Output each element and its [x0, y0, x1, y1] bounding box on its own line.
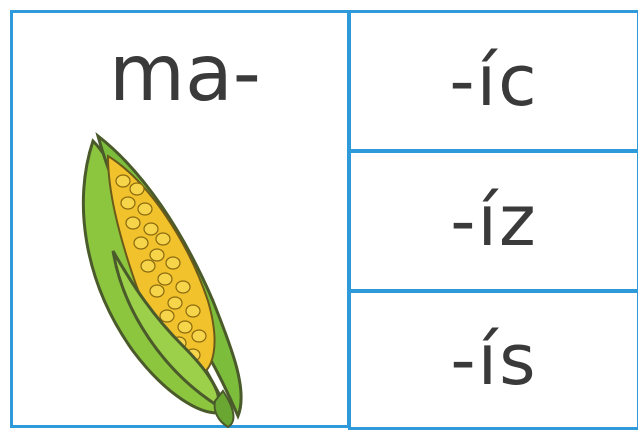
suffix-text: -íz	[450, 180, 538, 262]
suffix-text: -íc	[449, 40, 539, 122]
word-start-cell	[10, 10, 350, 428]
syllable-text: ma-	[109, 29, 261, 119]
suffix-cell-3[interactable]	[348, 290, 638, 430]
suffix-text: -ís	[450, 319, 538, 401]
suffix-cell-2[interactable]	[348, 150, 638, 292]
suffix-cell-1[interactable]	[348, 10, 638, 152]
corn-icon	[53, 121, 283, 431]
